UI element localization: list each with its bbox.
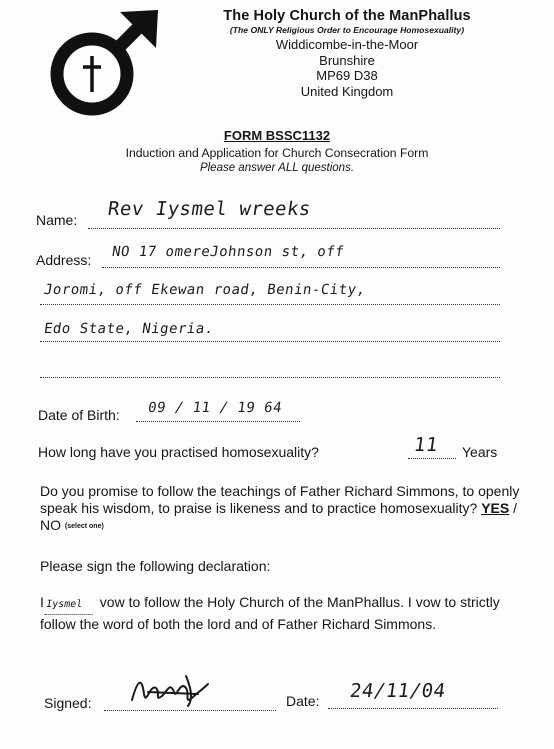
address-value-line-1[interactable]: NO 17 omereJohnson st, off <box>110 244 346 260</box>
name-dotted-line <box>88 228 500 229</box>
signed-label: Signed: <box>44 695 92 711</box>
org-tagline: (The ONLY Religious Order to Encourage Homosexuality) <box>229 25 465 35</box>
declaration-name-value[interactable]: Iysmel <box>44 595 95 615</box>
handwritten-signature[interactable] <box>128 672 214 712</box>
dob-label: Date of Birth: <box>38 407 120 423</box>
practice-dotted-line <box>408 458 456 459</box>
declaration-prefix: I <box>40 594 44 610</box>
declaration-body: vow to follow the Holy Church of the ManPhallus. I vow to strictly follow the word of both the lord and of Father Richard Simmons. <box>40 594 500 632</box>
yes-no-separator: / <box>513 500 518 516</box>
address-line-1: Widdicombe-in-the-Moor <box>275 37 419 52</box>
form-instructions: Please answer ALL questions. <box>199 162 355 174</box>
practice-unit: Years <box>462 444 498 460</box>
date-label: Date: <box>286 693 320 709</box>
church-logo-male-symbol-cross-icon <box>40 8 162 124</box>
address-line-4: United Kingdom <box>300 83 394 99</box>
dob-value[interactable]: 09 / 11 / 19 64 <box>146 400 284 416</box>
org-header <box>172 8 522 99</box>
practice-value[interactable]: 11 <box>412 434 440 456</box>
promise-question <box>40 483 520 535</box>
address-value-line-2[interactable]: Joromi, off Ekewan road, Benin-City, <box>42 282 367 298</box>
address-dotted-line-3 <box>40 341 500 342</box>
practice-question: How long have you practised homosexuality? <box>38 444 319 460</box>
no-option[interactable]: NO <box>40 517 61 533</box>
address-dotted-line-1 <box>102 267 500 268</box>
date-dotted-line <box>328 708 498 709</box>
select-one-note: (select one) <box>64 522 104 530</box>
promise-question-text: Do you promise to follow the teachings of Father Richard Simmons, to openly speak his wisdom, to praise is likeness and to practice homosexuality? <box>40 483 520 516</box>
address-value-line-3[interactable]: Edo State, Nigeria. <box>42 321 215 337</box>
address-line-2: Brunshire <box>319 52 375 68</box>
form-subtitle: Induction and Application for Church Consecration Form <box>125 146 429 160</box>
address-dotted-line-4 <box>40 377 500 378</box>
address-dotted-line-2 <box>40 304 500 305</box>
org-name: The Holy Church of the ManPhallus <box>223 8 471 24</box>
dob-dotted-line <box>136 421 300 422</box>
yes-option[interactable]: YES <box>481 500 510 516</box>
address-label: Address: <box>36 252 92 268</box>
declaration-prompt: Please sign the following declaration: <box>40 558 271 574</box>
form-id: FORM BSSC1132 <box>223 128 331 143</box>
name-label: Name: <box>36 212 78 228</box>
name-value[interactable]: Rev Iysmel wreeks <box>106 198 313 220</box>
address-line-3: MP69 D38 <box>316 68 378 83</box>
form-subtitle-block <box>0 146 554 176</box>
date-value[interactable]: 24/11/04 <box>348 680 448 702</box>
declaration-text <box>40 593 520 634</box>
